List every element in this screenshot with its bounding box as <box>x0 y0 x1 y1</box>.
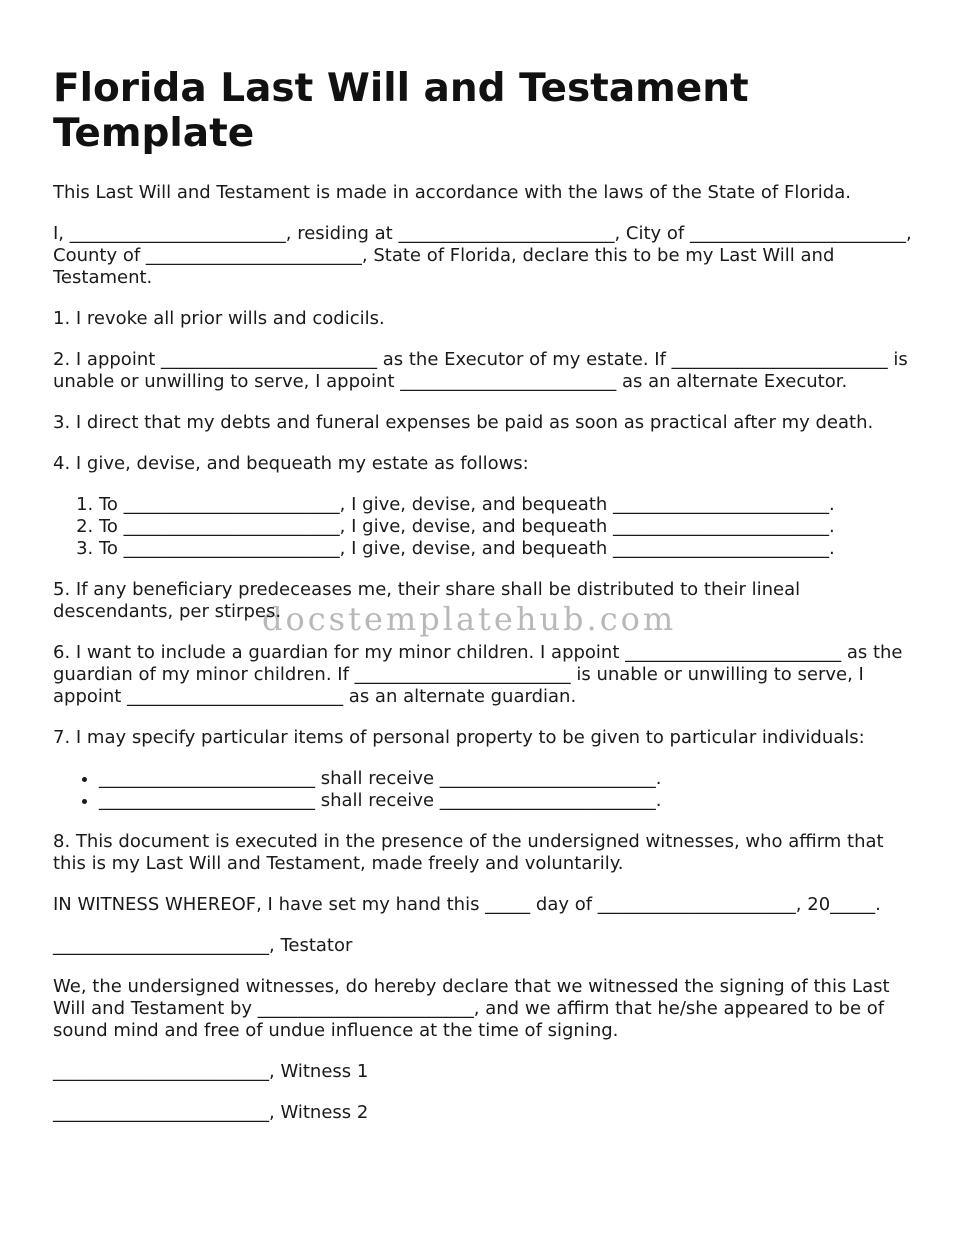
clause-1-revocation: 1. I revoke all prior wills and codicils. <box>53 308 385 329</box>
bequest-item-2: 2. To ________________________, I give, devise, and bequeath ________________________. <box>99 516 913 538</box>
clause-7-personal-property: 7. I may specify particular items of personal property to be given to particular individuals: <box>53 727 865 748</box>
clause-2-executor: 2. I appoint ________________________ as the Executor of my estate. If ________________________ is unable or unwilling to serve, I appoint ________________________ as an alternate Executor. <box>53 349 914 392</box>
witness-whereof-paragraph: IN WITNESS WHEREOF, I have set my hand this _____ day of ______________________, 20_____. <box>53 894 881 915</box>
intro-paragraph: This Last Will and Testament is made in accordance with the laws of the State of Florida. <box>53 182 851 203</box>
page-title: Florida Last Will and Testament Template <box>53 66 749 156</box>
bequest-item-1: 1. To ________________________, I give, devise, and bequeath ________________________. <box>99 494 913 516</box>
witness-1-signature-line: ________________________, Witness 1 <box>53 1061 369 1082</box>
bequest-item-3: 3. To ________________________, I give, devise, and bequeath ________________________. <box>99 538 913 560</box>
bequest-list <box>53 494 913 560</box>
clause-4-estate: 4. I give, devise, and bequeath my estate as follows: <box>53 453 529 474</box>
declaration-paragraph: I, ________________________, residing at ________________________, City of ________________________, County of ________________________, State of Florida, declare this to be my Last Will and Testament. <box>53 223 918 288</box>
watermark: docstemplatehub.com <box>262 600 677 638</box>
clause-6-guardian: 6. I want to include a guardian for my minor children. I appoint ________________________ as the guardian of my minor children. If ________________________ is unable or unwilling to serve, I appoint ________________________ as an alternate guardian. <box>53 642 909 707</box>
property-item-1: • ________________________ shall receive ________________________. <box>99 768 913 790</box>
clause-5-predecease: 5. If any beneficiary predeceases me, their share shall be distributed to their lineal descendants, per stirpes. <box>53 579 806 622</box>
witness-2-signature-line: ________________________, Witness 2 <box>53 1102 369 1123</box>
personal-property-list <box>53 768 913 812</box>
document-page <box>53 66 918 1143</box>
property-item-2: • ________________________ shall receive ________________________. <box>99 790 913 812</box>
testator-signature-line: ________________________, Testator <box>53 935 353 956</box>
clause-3-debts: 3. I direct that my debts and funeral expenses be paid as soon as practical after my death. <box>53 412 874 433</box>
witness-declaration-paragraph: We, the undersigned witnesses, do hereby declare that we witnessed the signing of this Last Will and Testament by ________________________, and we affirm that he/she appeared to be of sound mind and free of undue influence at the time of signing. <box>53 976 896 1041</box>
clause-8-execution: 8. This document is executed in the presence of the undersigned witnesses, who affirm that this is my Last Will and Testament, made freely and voluntarily. <box>53 831 890 874</box>
